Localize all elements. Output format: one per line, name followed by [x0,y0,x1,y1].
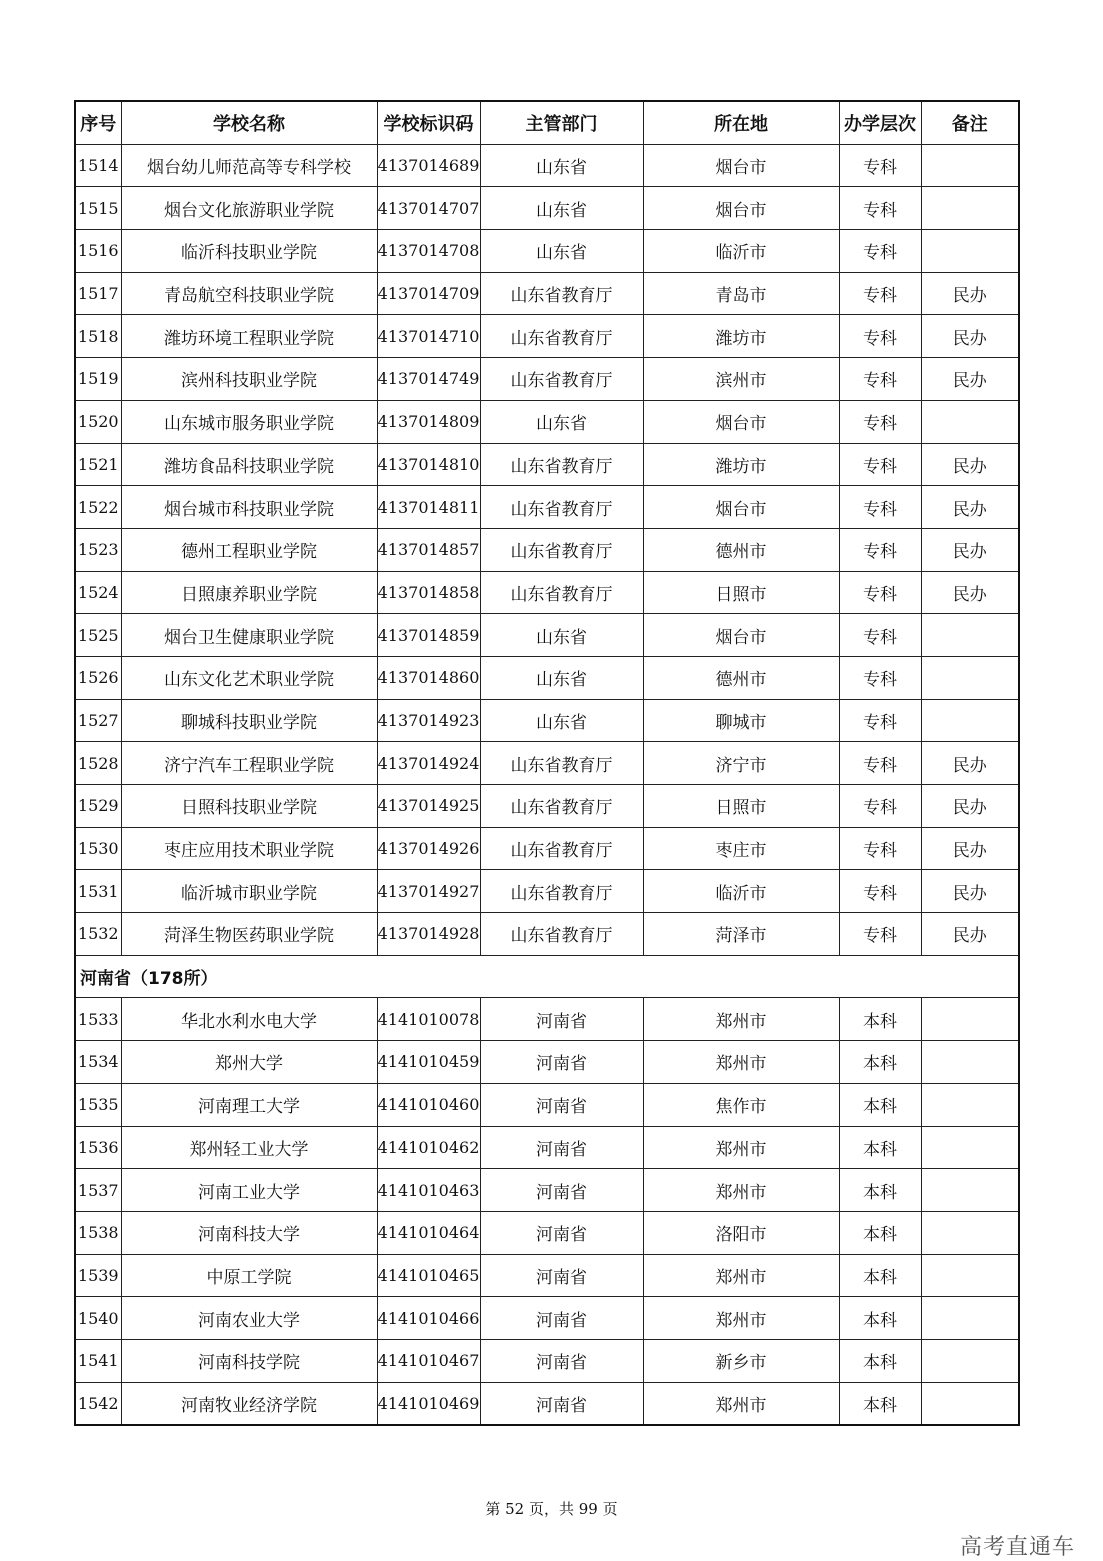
location-cell: 洛阳市 [643,1211,839,1254]
department-cell: 山东省 [480,187,643,230]
school-name-cell: 滨州科技职业学院 [121,358,377,401]
note-cell: 民办 [921,315,1019,358]
section-title: 河南省（178所） [75,955,1019,998]
note-cell [921,187,1019,230]
school-name-cell: 枣庄应用技术职业学院 [121,827,377,870]
seq-cell: 1525 [75,614,121,657]
note-cell [921,1382,1019,1425]
note-cell: 民办 [921,358,1019,401]
department-cell: 河南省 [480,1126,643,1169]
department-cell: 山东省教育厅 [480,913,643,956]
department-cell: 山东省教育厅 [480,827,643,870]
note-cell [921,1297,1019,1340]
seq-cell: 1521 [75,443,121,486]
department-cell: 山东省教育厅 [480,742,643,785]
note-cell: 民办 [921,528,1019,571]
table-row [75,1126,1019,1169]
table-row [75,443,1019,486]
table-row [75,998,1019,1041]
page-number: 第 52 页，共 99 页 [485,1500,618,1518]
school-name-cell: 郑州轻工业大学 [121,1126,377,1169]
table-row [75,486,1019,529]
seq-cell: 1517 [75,272,121,315]
school-code-cell: 4137014707 [377,187,480,230]
department-cell: 河南省 [480,1339,643,1382]
table-row [75,187,1019,230]
level-cell: 本科 [839,1382,921,1425]
table-row [75,742,1019,785]
seq-cell: 1533 [75,998,121,1041]
school-name-cell: 青岛航空科技职业学院 [121,272,377,315]
level-cell: 本科 [839,1254,921,1297]
school-code-cell: 4137014860 [377,656,480,699]
level-cell: 专科 [839,571,921,614]
school-code-cell: 4137014857 [377,528,480,571]
school-name-cell: 临沂科技职业学院 [121,230,377,273]
table-row [75,230,1019,273]
school-code-cell: 4137014708 [377,230,480,273]
table-row [75,1254,1019,1297]
note-cell: 民办 [921,571,1019,614]
school-name-cell: 日照科技职业学院 [121,785,377,828]
seq-cell: 1514 [75,144,121,187]
level-cell: 专科 [839,870,921,913]
table-row [75,1041,1019,1084]
department-cell: 山东省教育厅 [480,272,643,315]
level-cell: 专科 [839,699,921,742]
table-row [75,785,1019,828]
school-name-cell: 河南牧业经济学院 [121,1382,377,1425]
school-name-cell: 烟台幼儿师范高等专科学校 [121,144,377,187]
location-cell: 烟台市 [643,614,839,657]
level-cell: 本科 [839,1126,921,1169]
seq-cell: 1522 [75,486,121,529]
location-cell: 德州市 [643,656,839,699]
department-cell: 河南省 [480,1169,643,1212]
department-cell: 河南省 [480,1041,643,1084]
school-code-cell: 4137014858 [377,571,480,614]
school-name-cell: 河南农业大学 [121,1297,377,1340]
department-cell: 山东省教育厅 [480,870,643,913]
location-cell: 潍坊市 [643,443,839,486]
school-code-cell: 4137014859 [377,614,480,657]
school-code-cell: 4141010467 [377,1339,480,1382]
location-cell: 临沂市 [643,230,839,273]
seq-cell: 1526 [75,656,121,699]
school-code-cell: 4141010460 [377,1083,480,1126]
table-row [75,1339,1019,1382]
column-header: 所在地 [643,101,839,144]
school-code-cell: 4137014689 [377,144,480,187]
note-cell: 民办 [921,742,1019,785]
school-code-cell: 4137014926 [377,827,480,870]
table-body [75,144,1019,1425]
seq-cell: 1527 [75,699,121,742]
location-cell: 烟台市 [643,187,839,230]
school-name-cell: 烟台文化旅游职业学院 [121,187,377,230]
column-header: 主管部门 [480,101,643,144]
school-code-cell: 4137014928 [377,913,480,956]
level-cell: 专科 [839,785,921,828]
level-cell: 专科 [839,528,921,571]
table-row [75,400,1019,443]
school-name-cell: 烟台城市科技职业学院 [121,486,377,529]
level-cell: 专科 [839,272,921,315]
seq-cell: 1515 [75,187,121,230]
location-cell: 日照市 [643,785,839,828]
note-cell [921,699,1019,742]
school-name-cell: 菏泽生物医药职业学院 [121,913,377,956]
school-code-cell: 4141010464 [377,1211,480,1254]
watermark-text: 高考直通车 [959,1535,1075,1560]
school-name-cell: 山东城市服务职业学院 [121,400,377,443]
school-code-cell: 4141010462 [377,1126,480,1169]
column-header: 办学层次 [839,101,921,144]
seq-cell: 1519 [75,358,121,401]
location-cell: 潍坊市 [643,315,839,358]
location-cell: 临沂市 [643,870,839,913]
level-cell: 本科 [839,1169,921,1212]
note-cell [921,998,1019,1041]
department-cell: 山东省教育厅 [480,571,643,614]
seq-cell: 1524 [75,571,121,614]
seq-cell: 1518 [75,315,121,358]
seq-cell: 1542 [75,1382,121,1425]
note-cell [921,1126,1019,1169]
location-cell: 聊城市 [643,699,839,742]
seq-cell: 1534 [75,1041,121,1084]
department-cell: 山东省教育厅 [480,486,643,529]
school-code-cell: 4137014923 [377,699,480,742]
department-cell: 河南省 [480,998,643,1041]
note-cell: 民办 [921,272,1019,315]
location-cell: 德州市 [643,528,839,571]
location-cell: 菏泽市 [643,913,839,956]
department-cell: 山东省 [480,144,643,187]
note-cell: 民办 [921,785,1019,828]
department-cell: 河南省 [480,1083,643,1126]
seq-cell: 1531 [75,870,121,913]
department-cell: 河南省 [480,1297,643,1340]
level-cell: 本科 [839,1297,921,1340]
school-name-cell: 河南理工大学 [121,1083,377,1126]
note-cell [921,1211,1019,1254]
school-name-cell: 临沂城市职业学院 [121,870,377,913]
level-cell: 专科 [839,358,921,401]
level-cell: 专科 [839,315,921,358]
location-cell: 郑州市 [643,998,839,1041]
department-cell: 山东省教育厅 [480,315,643,358]
department-cell: 山东省 [480,400,643,443]
level-cell: 专科 [839,742,921,785]
level-cell: 专科 [839,400,921,443]
level-cell: 本科 [839,1339,921,1382]
table-row [75,614,1019,657]
level-cell: 本科 [839,998,921,1041]
department-cell: 河南省 [480,1211,643,1254]
level-cell: 专科 [839,827,921,870]
column-header: 备注 [921,101,1019,144]
level-cell: 专科 [839,614,921,657]
table-row [75,315,1019,358]
school-name-cell: 日照康养职业学院 [121,571,377,614]
seq-cell: 1540 [75,1297,121,1340]
seq-cell: 1539 [75,1254,121,1297]
school-code-cell: 4141010466 [377,1297,480,1340]
seq-cell: 1532 [75,913,121,956]
school-name-cell: 河南科技大学 [121,1211,377,1254]
location-cell: 日照市 [643,571,839,614]
school-code-cell: 4137014927 [377,870,480,913]
location-cell: 郑州市 [643,1126,839,1169]
school-code-cell: 4141010465 [377,1254,480,1297]
note-cell: 民办 [921,870,1019,913]
location-cell: 郑州市 [643,1297,839,1340]
school-code-cell: 4141010078 [377,998,480,1041]
school-name-cell: 潍坊食品科技职业学院 [121,443,377,486]
school-code-cell: 4137014809 [377,400,480,443]
school-name-cell: 河南科技学院 [121,1339,377,1382]
school-name-cell: 聊城科技职业学院 [121,699,377,742]
note-cell: 民办 [921,827,1019,870]
table-row [75,571,1019,614]
note-cell [921,656,1019,699]
school-name-cell: 华北水利水电大学 [121,998,377,1041]
seq-cell: 1537 [75,1169,121,1212]
location-cell: 烟台市 [643,144,839,187]
school-name-cell: 山东文化艺术职业学院 [121,656,377,699]
table-header-row [75,101,1019,144]
level-cell: 专科 [839,443,921,486]
school-code-cell: 4137014810 [377,443,480,486]
seq-cell: 1523 [75,528,121,571]
table-row [75,699,1019,742]
table-row [75,656,1019,699]
school-code-cell: 4137014811 [377,486,480,529]
seq-cell: 1541 [75,1339,121,1382]
location-cell: 滨州市 [643,358,839,401]
level-cell: 专科 [839,656,921,699]
section-row [75,955,1019,998]
location-cell: 郑州市 [643,1169,839,1212]
table-row [75,827,1019,870]
note-cell: 民办 [921,486,1019,529]
location-cell: 青岛市 [643,272,839,315]
note-cell: 民办 [921,443,1019,486]
column-header: 学校名称 [121,101,377,144]
department-cell: 山东省 [480,230,643,273]
note-cell [921,1083,1019,1126]
note-cell [921,1169,1019,1212]
table-row [75,1382,1019,1425]
location-cell: 枣庄市 [643,827,839,870]
location-cell: 郑州市 [643,1041,839,1084]
location-cell: 济宁市 [643,742,839,785]
level-cell: 专科 [839,913,921,956]
school-code-cell: 4141010463 [377,1169,480,1212]
table-row [75,913,1019,956]
level-cell: 本科 [839,1083,921,1126]
department-cell: 山东省教育厅 [480,443,643,486]
seq-cell: 1536 [75,1126,121,1169]
level-cell: 专科 [839,230,921,273]
department-cell: 山东省 [480,614,643,657]
school-name-cell: 河南工业大学 [121,1169,377,1212]
school-list-table [74,100,1020,1426]
table-row [75,870,1019,913]
location-cell: 烟台市 [643,486,839,529]
school-code-cell: 4137014925 [377,785,480,828]
school-code-cell: 4141010459 [377,1041,480,1084]
level-cell: 本科 [839,1211,921,1254]
seq-cell: 1538 [75,1211,121,1254]
seq-cell: 1530 [75,827,121,870]
school-code-cell: 4137014710 [377,315,480,358]
seq-cell: 1516 [75,230,121,273]
column-header: 学校标识码 [377,101,480,144]
location-cell: 新乡市 [643,1339,839,1382]
school-code-cell: 4137014709 [377,272,480,315]
department-cell: 山东省 [480,656,643,699]
seq-cell: 1535 [75,1083,121,1126]
note-cell [921,1041,1019,1084]
department-cell: 河南省 [480,1254,643,1297]
school-code-cell: 4137014924 [377,742,480,785]
table-row [75,1297,1019,1340]
table-row [75,1083,1019,1126]
location-cell: 焦作市 [643,1083,839,1126]
table-row [75,1169,1019,1212]
table-row [75,358,1019,401]
note-cell [921,144,1019,187]
location-cell: 郑州市 [643,1254,839,1297]
level-cell: 本科 [839,1041,921,1084]
school-name-cell: 郑州大学 [121,1041,377,1084]
note-cell [921,400,1019,443]
table-row [75,1211,1019,1254]
table-row [75,528,1019,571]
location-cell: 烟台市 [643,400,839,443]
school-name-cell: 潍坊环境工程职业学院 [121,315,377,358]
seq-cell: 1520 [75,400,121,443]
school-code-cell: 4141010469 [377,1382,480,1425]
seq-cell: 1529 [75,785,121,828]
department-cell: 河南省 [480,1382,643,1425]
note-cell [921,1254,1019,1297]
school-code-cell: 4137014749 [377,358,480,401]
table-row [75,272,1019,315]
note-cell [921,230,1019,273]
level-cell: 专科 [839,486,921,529]
level-cell: 专科 [839,144,921,187]
note-cell [921,1339,1019,1382]
seq-cell: 1528 [75,742,121,785]
level-cell: 专科 [839,187,921,230]
department-cell: 山东省教育厅 [480,528,643,571]
school-name-cell: 济宁汽车工程职业学院 [121,742,377,785]
note-cell [921,614,1019,657]
school-name-cell: 烟台卫生健康职业学院 [121,614,377,657]
school-name-cell: 德州工程职业学院 [121,528,377,571]
column-header: 序号 [75,101,121,144]
location-cell: 郑州市 [643,1382,839,1425]
department-cell: 山东省教育厅 [480,358,643,401]
department-cell: 山东省教育厅 [480,785,643,828]
note-cell: 民办 [921,913,1019,956]
school-name-cell: 中原工学院 [121,1254,377,1297]
table-row [75,144,1019,187]
department-cell: 山东省 [480,699,643,742]
